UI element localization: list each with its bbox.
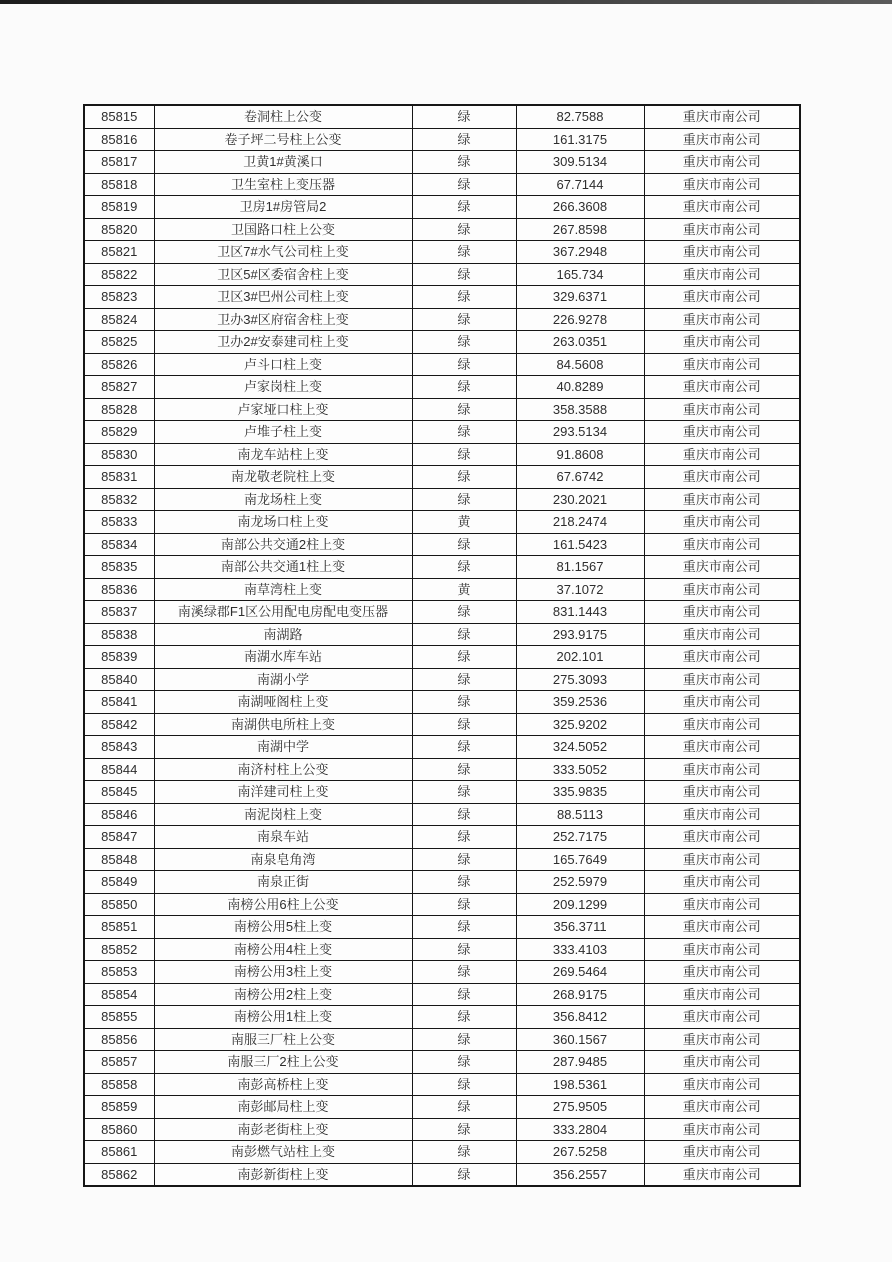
cell-record-id: 85849 (84, 871, 154, 894)
cell-record-id: 85848 (84, 848, 154, 871)
cell-company-name: 重庆市南公司 (644, 758, 800, 781)
cell-equipment-name: 卫黄1#黄溪口 (154, 151, 412, 174)
cell-company-name: 重庆市南公司 (644, 1073, 800, 1096)
cell-equipment-name: 南湖哑阁柱上变 (154, 691, 412, 714)
table-row (84, 376, 800, 399)
cell-company-name: 重庆市南公司 (644, 376, 800, 399)
cell-record-id: 85816 (84, 128, 154, 151)
cell-status-flag: 绿 (412, 128, 516, 151)
cell-status-flag: 绿 (412, 376, 516, 399)
cell-metric-value: 275.9505 (516, 1096, 644, 1119)
cell-metric-value: 333.2804 (516, 1118, 644, 1141)
cell-company-name: 重庆市南公司 (644, 623, 800, 646)
cell-status-flag: 绿 (412, 646, 516, 669)
table-row (84, 1141, 800, 1164)
cell-status-flag: 绿 (412, 1051, 516, 1074)
cell-status-flag: 绿 (412, 263, 516, 286)
cell-company-name: 重庆市南公司 (644, 871, 800, 894)
cell-status-flag: 绿 (412, 218, 516, 241)
cell-status-flag: 绿 (412, 668, 516, 691)
cell-metric-value: 333.4103 (516, 938, 644, 961)
cell-equipment-name: 南湖小学 (154, 668, 412, 691)
cell-equipment-name: 卷洞柱上公变 (154, 105, 412, 128)
cell-company-name: 重庆市南公司 (644, 196, 800, 219)
cell-status-flag: 绿 (412, 713, 516, 736)
cell-status-flag: 绿 (412, 983, 516, 1006)
cell-company-name: 重庆市南公司 (644, 218, 800, 241)
table-row (84, 938, 800, 961)
cell-company-name: 重庆市南公司 (644, 105, 800, 128)
cell-company-name: 重庆市南公司 (644, 263, 800, 286)
cell-record-id: 85830 (84, 443, 154, 466)
cell-metric-value: 329.6371 (516, 286, 644, 309)
table-row (84, 421, 800, 444)
cell-status-flag: 绿 (412, 1118, 516, 1141)
table-row (84, 1051, 800, 1074)
cell-status-flag: 绿 (412, 601, 516, 624)
cell-company-name: 重庆市南公司 (644, 1051, 800, 1074)
cell-company-name: 重庆市南公司 (644, 533, 800, 556)
table-row (84, 893, 800, 916)
cell-status-flag: 绿 (412, 151, 516, 174)
cell-record-id: 85835 (84, 556, 154, 579)
table-row (84, 601, 800, 624)
cell-record-id: 85851 (84, 916, 154, 939)
cell-metric-value: 267.5258 (516, 1141, 644, 1164)
cell-status-flag: 绿 (412, 308, 516, 331)
cell-equipment-name: 南溪绿郡F1区公用配电房配电变压器 (154, 601, 412, 624)
cell-company-name: 重庆市南公司 (644, 488, 800, 511)
cell-record-id: 85839 (84, 646, 154, 669)
cell-record-id: 85833 (84, 511, 154, 534)
cell-metric-value: 67.6742 (516, 466, 644, 489)
cell-status-flag: 绿 (412, 916, 516, 939)
cell-record-id: 85834 (84, 533, 154, 556)
cell-status-flag: 绿 (412, 961, 516, 984)
cell-equipment-name: 卢家岗柱上变 (154, 376, 412, 399)
cell-company-name: 重庆市南公司 (644, 286, 800, 309)
table-row (84, 646, 800, 669)
cell-equipment-name: 南彭邮局柱上变 (154, 1096, 412, 1119)
table-row (84, 286, 800, 309)
cell-equipment-name: 南龙车站柱上变 (154, 443, 412, 466)
cell-status-flag: 绿 (412, 173, 516, 196)
cell-record-id: 85859 (84, 1096, 154, 1119)
cell-equipment-name: 卫生室柱上变压器 (154, 173, 412, 196)
cell-metric-value: 268.9175 (516, 983, 644, 1006)
table-row (84, 218, 800, 241)
cell-record-id: 85858 (84, 1073, 154, 1096)
cell-record-id: 85821 (84, 241, 154, 264)
cell-metric-value: 293.9175 (516, 623, 644, 646)
table-row (84, 623, 800, 646)
cell-record-id: 85820 (84, 218, 154, 241)
cell-equipment-name: 南榜公用4柱上变 (154, 938, 412, 961)
cell-status-flag: 绿 (412, 488, 516, 511)
cell-record-id: 85828 (84, 398, 154, 421)
cell-company-name: 重庆市南公司 (644, 1096, 800, 1119)
table-row (84, 578, 800, 601)
table-row (84, 1118, 800, 1141)
cell-equipment-name: 南部公共交通1柱上变 (154, 556, 412, 579)
cell-record-id: 85817 (84, 151, 154, 174)
cell-status-flag: 黄 (412, 511, 516, 534)
cell-status-flag: 绿 (412, 893, 516, 916)
cell-company-name: 重庆市南公司 (644, 1141, 800, 1164)
cell-equipment-name: 卫区5#区委宿舍柱上变 (154, 263, 412, 286)
cell-equipment-name: 南彭燃气站柱上变 (154, 1141, 412, 1164)
cell-record-id: 85822 (84, 263, 154, 286)
cell-metric-value: 356.8412 (516, 1006, 644, 1029)
cell-record-id: 85855 (84, 1006, 154, 1029)
cell-metric-value: 263.0351 (516, 331, 644, 354)
cell-equipment-name: 卫办3#区府宿舍柱上变 (154, 308, 412, 331)
table-row (84, 331, 800, 354)
table-row (84, 353, 800, 376)
table-row (84, 826, 800, 849)
cell-record-id: 85846 (84, 803, 154, 826)
cell-company-name: 重庆市南公司 (644, 151, 800, 174)
table-row (84, 848, 800, 871)
cell-metric-value: 165.734 (516, 263, 644, 286)
cell-status-flag: 绿 (412, 241, 516, 264)
table-row (84, 1163, 800, 1186)
cell-company-name: 重庆市南公司 (644, 713, 800, 736)
cell-company-name: 重庆市南公司 (644, 848, 800, 871)
cell-metric-value: 269.5464 (516, 961, 644, 984)
cell-company-name: 重庆市南公司 (644, 398, 800, 421)
cell-equipment-name: 卢堆子柱上变 (154, 421, 412, 444)
cell-record-id: 85827 (84, 376, 154, 399)
cell-status-flag: 绿 (412, 1006, 516, 1029)
cell-equipment-name: 卢家垭口柱上变 (154, 398, 412, 421)
table-row (84, 1028, 800, 1051)
cell-metric-value: 230.2021 (516, 488, 644, 511)
cell-equipment-name: 南服三厂2柱上公变 (154, 1051, 412, 1074)
cell-metric-value: 333.5052 (516, 758, 644, 781)
cell-company-name: 重庆市南公司 (644, 1118, 800, 1141)
cell-record-id: 85815 (84, 105, 154, 128)
cell-status-flag: 绿 (412, 826, 516, 849)
cell-status-flag: 绿 (412, 331, 516, 354)
cell-record-id: 85843 (84, 736, 154, 759)
cell-equipment-name: 南湖路 (154, 623, 412, 646)
table-row (84, 668, 800, 691)
cell-company-name: 重庆市南公司 (644, 668, 800, 691)
cell-company-name: 重庆市南公司 (644, 1163, 800, 1186)
table-row (84, 713, 800, 736)
cell-company-name: 重庆市南公司 (644, 1006, 800, 1029)
cell-metric-value: 358.3588 (516, 398, 644, 421)
table-row (84, 308, 800, 331)
table-row (84, 533, 800, 556)
cell-metric-value: 293.5134 (516, 421, 644, 444)
cell-metric-value: 202.101 (516, 646, 644, 669)
cell-company-name: 重庆市南公司 (644, 736, 800, 759)
cell-record-id: 85852 (84, 938, 154, 961)
cell-equipment-name: 南榜公用5柱上变 (154, 916, 412, 939)
cell-metric-value: 81.1567 (516, 556, 644, 579)
cell-company-name: 重庆市南公司 (644, 556, 800, 579)
cell-company-name: 重庆市南公司 (644, 916, 800, 939)
table-row (84, 105, 800, 128)
cell-company-name: 重庆市南公司 (644, 781, 800, 804)
cell-record-id: 85850 (84, 893, 154, 916)
cell-record-id: 85838 (84, 623, 154, 646)
cell-metric-value: 309.5134 (516, 151, 644, 174)
table-row (84, 173, 800, 196)
cell-status-flag: 绿 (412, 1096, 516, 1119)
table-row (84, 556, 800, 579)
cell-metric-value: 198.5361 (516, 1073, 644, 1096)
cell-record-id: 85831 (84, 466, 154, 489)
table-row (84, 398, 800, 421)
cell-record-id: 85853 (84, 961, 154, 984)
cell-company-name: 重庆市南公司 (644, 1028, 800, 1051)
cell-status-flag: 绿 (412, 196, 516, 219)
cell-metric-value: 324.5052 (516, 736, 644, 759)
cell-status-flag: 绿 (412, 623, 516, 646)
cell-record-id: 85825 (84, 331, 154, 354)
table-row (84, 151, 800, 174)
cell-status-flag: 绿 (412, 286, 516, 309)
cell-equipment-name: 卫国路口柱上公变 (154, 218, 412, 241)
cell-equipment-name: 南龙场柱上变 (154, 488, 412, 511)
cell-metric-value: 367.2948 (516, 241, 644, 264)
cell-company-name: 重庆市南公司 (644, 601, 800, 624)
table-body (84, 105, 800, 1186)
table-row (84, 488, 800, 511)
table-row (84, 1073, 800, 1096)
cell-company-name: 重庆市南公司 (644, 128, 800, 151)
cell-status-flag: 绿 (412, 736, 516, 759)
cell-company-name: 重庆市南公司 (644, 938, 800, 961)
cell-company-name: 重庆市南公司 (644, 443, 800, 466)
cell-company-name: 重庆市南公司 (644, 691, 800, 714)
cell-equipment-name: 南泥岗柱上变 (154, 803, 412, 826)
cell-company-name: 重庆市南公司 (644, 308, 800, 331)
table-row (84, 961, 800, 984)
table-row (84, 1006, 800, 1029)
cell-company-name: 重庆市南公司 (644, 646, 800, 669)
cell-company-name: 重庆市南公司 (644, 893, 800, 916)
cell-equipment-name: 南湖供电所柱上变 (154, 713, 412, 736)
table-row (84, 691, 800, 714)
cell-record-id: 85823 (84, 286, 154, 309)
cell-metric-value: 356.2557 (516, 1163, 644, 1186)
cell-equipment-name: 南部公共交通2柱上变 (154, 533, 412, 556)
cell-company-name: 重庆市南公司 (644, 331, 800, 354)
cell-metric-value: 252.7175 (516, 826, 644, 849)
cell-metric-value: 831.1443 (516, 601, 644, 624)
table-row (84, 263, 800, 286)
cell-status-flag: 绿 (412, 938, 516, 961)
cell-equipment-name: 卫区3#巴州公司柱上变 (154, 286, 412, 309)
cell-metric-value: 37.1072 (516, 578, 644, 601)
cell-record-id: 85818 (84, 173, 154, 196)
cell-status-flag: 绿 (412, 781, 516, 804)
cell-equipment-name: 南榜公用3柱上变 (154, 961, 412, 984)
cell-record-id: 85845 (84, 781, 154, 804)
cell-status-flag: 绿 (412, 1163, 516, 1186)
cell-metric-value: 275.3093 (516, 668, 644, 691)
cell-metric-value: 226.9278 (516, 308, 644, 331)
table-row (84, 128, 800, 151)
cell-equipment-name: 南湖水库车站 (154, 646, 412, 669)
cell-company-name: 重庆市南公司 (644, 578, 800, 601)
cell-metric-value: 88.5113 (516, 803, 644, 826)
cell-equipment-name: 南彭老街柱上变 (154, 1118, 412, 1141)
cell-metric-value: 252.5979 (516, 871, 644, 894)
cell-record-id: 85856 (84, 1028, 154, 1051)
cell-equipment-name: 卫办2#安泰建司柱上变 (154, 331, 412, 354)
cell-metric-value: 67.7144 (516, 173, 644, 196)
cell-metric-value: 218.2474 (516, 511, 644, 534)
cell-metric-value: 161.3175 (516, 128, 644, 151)
cell-status-flag: 绿 (412, 353, 516, 376)
cell-equipment-name: 南泉皂角湾 (154, 848, 412, 871)
table-row (84, 871, 800, 894)
cell-equipment-name: 卫房1#房管局2 (154, 196, 412, 219)
cell-status-flag: 绿 (412, 1073, 516, 1096)
cell-company-name: 重庆市南公司 (644, 353, 800, 376)
cell-equipment-name: 南济村柱上公变 (154, 758, 412, 781)
cell-company-name: 重庆市南公司 (644, 511, 800, 534)
table-row (84, 781, 800, 804)
cell-metric-value: 209.1299 (516, 893, 644, 916)
cell-metric-value: 91.8608 (516, 443, 644, 466)
table-row (84, 758, 800, 781)
cell-metric-value: 40.8289 (516, 376, 644, 399)
cell-status-flag: 黄 (412, 578, 516, 601)
cell-equipment-name: 南洋建司柱上变 (154, 781, 412, 804)
cell-equipment-name: 南湖中学 (154, 736, 412, 759)
cell-metric-value: 356.3711 (516, 916, 644, 939)
cell-record-id: 85857 (84, 1051, 154, 1074)
cell-equipment-name: 南服三厂柱上公变 (154, 1028, 412, 1051)
cell-company-name: 重庆市南公司 (644, 421, 800, 444)
cell-record-id: 85844 (84, 758, 154, 781)
table-row (84, 196, 800, 219)
cell-status-flag: 绿 (412, 105, 516, 128)
cell-metric-value: 360.1567 (516, 1028, 644, 1051)
cell-metric-value: 287.9485 (516, 1051, 644, 1074)
cell-record-id: 85860 (84, 1118, 154, 1141)
cell-record-id: 85837 (84, 601, 154, 624)
cell-record-id: 85829 (84, 421, 154, 444)
cell-record-id: 85824 (84, 308, 154, 331)
cell-equipment-name: 南榜公用1柱上变 (154, 1006, 412, 1029)
cell-company-name: 重庆市南公司 (644, 983, 800, 1006)
cell-equipment-name: 南榜公用2柱上变 (154, 983, 412, 1006)
cell-equipment-name: 卫区7#水气公司柱上变 (154, 241, 412, 264)
cell-status-flag: 绿 (412, 848, 516, 871)
cell-equipment-name: 南草湾柱上变 (154, 578, 412, 601)
cell-equipment-name: 南龙场口柱上变 (154, 511, 412, 534)
cell-company-name: 重庆市南公司 (644, 803, 800, 826)
table-row (84, 241, 800, 264)
table-row (84, 1096, 800, 1119)
cell-status-flag: 绿 (412, 691, 516, 714)
table-row (84, 443, 800, 466)
cell-equipment-name: 南榜公用6柱上公变 (154, 893, 412, 916)
transformer-records-table (83, 104, 801, 1187)
cell-record-id: 85842 (84, 713, 154, 736)
cell-record-id: 85819 (84, 196, 154, 219)
cell-metric-value: 165.7649 (516, 848, 644, 871)
cell-record-id: 85847 (84, 826, 154, 849)
cell-status-flag: 绿 (412, 533, 516, 556)
cell-status-flag: 绿 (412, 803, 516, 826)
cell-status-flag: 绿 (412, 1028, 516, 1051)
cell-metric-value: 84.5608 (516, 353, 644, 376)
cell-equipment-name: 南泉正街 (154, 871, 412, 894)
cell-metric-value: 325.9202 (516, 713, 644, 736)
table-row (84, 736, 800, 759)
cell-equipment-name: 卷子坪二号柱上公变 (154, 128, 412, 151)
cell-record-id: 85862 (84, 1163, 154, 1186)
cell-company-name: 重庆市南公司 (644, 173, 800, 196)
cell-status-flag: 绿 (412, 758, 516, 781)
cell-company-name: 重庆市南公司 (644, 466, 800, 489)
cell-record-id: 85832 (84, 488, 154, 511)
cell-status-flag: 绿 (412, 556, 516, 579)
cell-metric-value: 266.3608 (516, 196, 644, 219)
cell-record-id: 85841 (84, 691, 154, 714)
cell-metric-value: 335.9835 (516, 781, 644, 804)
table-row (84, 916, 800, 939)
table-row (84, 983, 800, 1006)
cell-equipment-name: 南龙敬老院柱上变 (154, 466, 412, 489)
cell-equipment-name: 南彭新街柱上变 (154, 1163, 412, 1186)
cell-record-id: 85840 (84, 668, 154, 691)
cell-metric-value: 82.7588 (516, 105, 644, 128)
cell-status-flag: 绿 (412, 1141, 516, 1164)
cell-record-id: 85836 (84, 578, 154, 601)
cell-status-flag: 绿 (412, 421, 516, 444)
cell-company-name: 重庆市南公司 (644, 961, 800, 984)
cell-equipment-name: 南彭高桥柱上变 (154, 1073, 412, 1096)
cell-equipment-name: 南泉车站 (154, 826, 412, 849)
cell-metric-value: 161.5423 (516, 533, 644, 556)
cell-record-id: 85826 (84, 353, 154, 376)
cell-metric-value: 359.2536 (516, 691, 644, 714)
cell-record-id: 85861 (84, 1141, 154, 1164)
cell-metric-value: 267.8598 (516, 218, 644, 241)
cell-equipment-name: 卢斗口柱上变 (154, 353, 412, 376)
cell-company-name: 重庆市南公司 (644, 241, 800, 264)
table-row (84, 511, 800, 534)
cell-status-flag: 绿 (412, 466, 516, 489)
table-row (84, 466, 800, 489)
cell-status-flag: 绿 (412, 443, 516, 466)
cell-status-flag: 绿 (412, 398, 516, 421)
cell-company-name: 重庆市南公司 (644, 826, 800, 849)
table-row (84, 803, 800, 826)
cell-record-id: 85854 (84, 983, 154, 1006)
scan-top-edge-bar (0, 0, 892, 4)
cell-status-flag: 绿 (412, 871, 516, 894)
